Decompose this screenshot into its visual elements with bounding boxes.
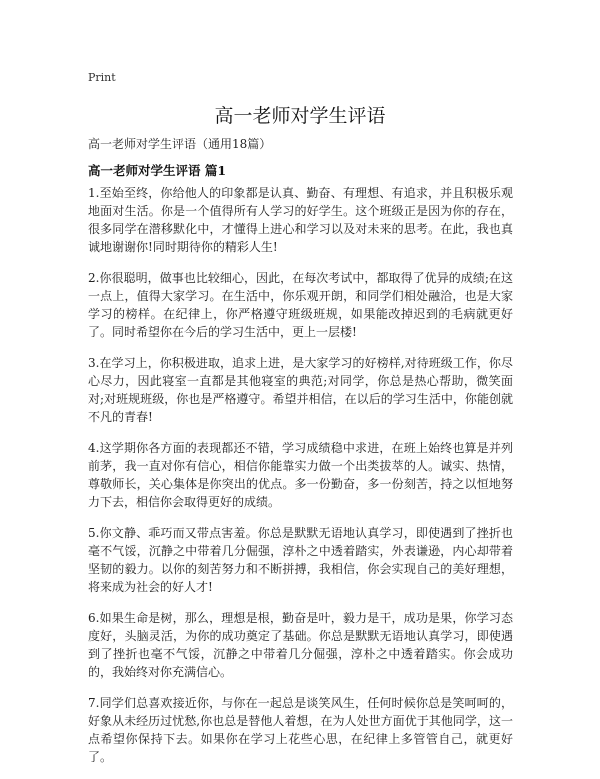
paragraph-4: 4.这学期你各方面的表现都还不错，学习成绩稳中求进，在班上始终也算是并列前茅，我一直对你有信心，相信你能靠实力做一个出类拔萃的人。诚实、热情，尊敬师长，关心集体是你突出的优点。多一份勤奋，多一份刻苦，持之以恒地努力下去，相信你会取得更好的成绩。 (88, 441, 513, 509)
paragraph-6: 6.如果生命是树，那么，理想是根，勤奋是叶，毅力是干，成功是果，你学习态度好，头脑灵活，为你的成功奠定了基础。你总是默默无语地认真学习，即使遇到了挫折也毫不气馁，沉静之中带着几分倔强，淳朴之中透着踏实。你会成功的，我始终对你充满信心。 (88, 611, 513, 679)
document-title: 高一老师对学生评语 (214, 105, 386, 127)
paragraph-2: 2.你很聪明，做事也比较细心，因此，在每次考试中，都取得了优异的成绩;在这一点上，值得大家学习。在生活中，你乐观开朗，和同学们相处融洽，也是大家学习的榜样。在纪律上，你严格遵守班级班规，如果能改掉迟到的毛病就更好了。同时希望你在今后的学习生活中，更上一层楼! (88, 271, 513, 339)
paragraph-list (88, 184, 513, 779)
paragraph-3: 3.在学习上，你积极进取，追求上进，是大家学习的好榜样,对待班级工作，你尽心尽力，因此寝室一直都是其他寝室的典范;对同学，你总是热心帮助，微笑面对;对班规班级，你也是严格遵守。希望并相信，在以后的学习生活中，你能创就不凡的青春! (88, 356, 513, 424)
paragraph-7: 7.同学们总喜欢接近你，与你在一起总是谈笑风生，任何时候你总是笑呵呵的，好象从未经历过忧愁,你也总是替他人着想，在为人处世方面优于其他同学，这一点希望你保持下去。如果你在学习上花些心思，在纪律上多管管自己，就更好了。 (88, 696, 513, 764)
paragraph-1: 1.至始至终，你给他人的印象都是认真、勤奋、有理想、有追求，并且积极乐观地面对生活。你是一个值得所有人学习的好学生。这个班级正是因为你的存在，很多同学在潜移默化中，才懂得上进心和学习以及对未来的思考。在此，我也真诚地谢谢你!同时期待你的精彩人生! (88, 186, 513, 254)
section-heading: 高一老师对学生评语 篇1 (88, 163, 227, 178)
paragraph-5: 5.你文静、乖巧而又带点害羞。你总是默默无语地认真学习，即使遇到了挫折也毫不气馁，沉静之中带着几分倔强，淳朴之中透着踏实，外表谦逊，内心却带着坚韧的毅力。以你的刻苦努力和不断拼搏，我相信，你会实现自己的美好理想，将来成为社会的好人才! (88, 526, 513, 594)
print-label[interactable]: Print (88, 71, 116, 84)
document-subtitle: 高一老师对学生评语（通用18篇） (88, 137, 272, 151)
